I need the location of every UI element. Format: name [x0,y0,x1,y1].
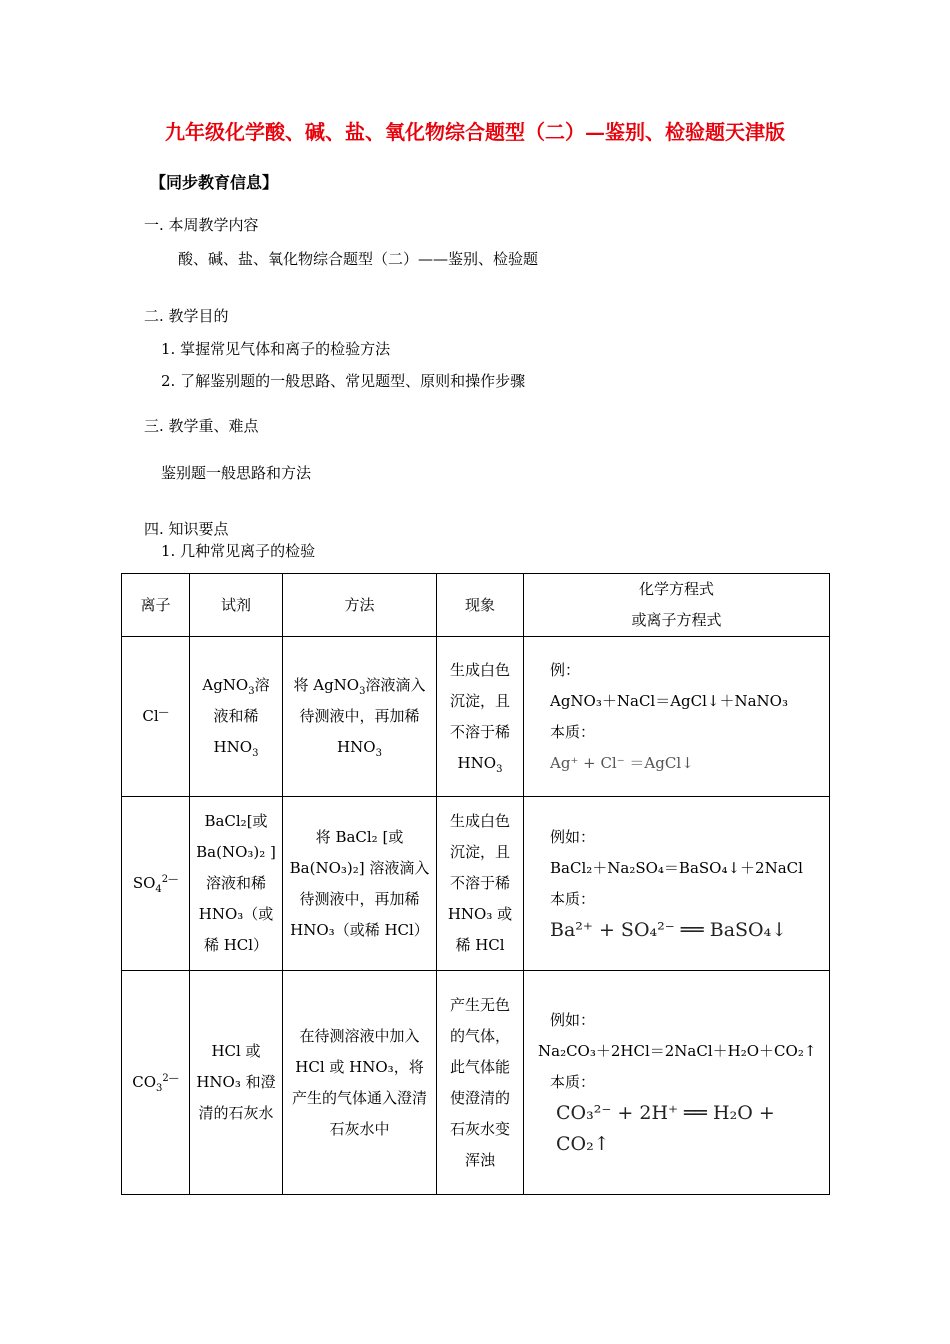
phenomenon-cell: 产生无色的气体，此气体能使澄清的石灰水变浑浊 [437,971,524,1195]
reagent-cell: AgNO$_3$溶液和稀 $HNO_3$ [190,637,283,797]
table-row [122,797,830,971]
essence-label: 本质： [550,889,596,908]
section-1-body: 酸、碱、盐、氧化物综合题型（二）——鉴别、检验题 [178,250,539,268]
phenomenon-cell: 生成白色沉淀，且不溶于稀$HNO_3$ [437,637,524,797]
example-equation: Na₂CO₃＋2HCl＝2NaCl＋H₂O＋CO₂↑ [538,1042,817,1060]
section-4-heading: 四. 知识要点 [144,520,229,538]
equation-cell [524,971,830,1195]
example-equation: BaCl₂＋Na₂SO₄＝BaSO₄↓＋2NaCl [550,858,803,877]
info-heading: 【同步教育信息】 [150,173,279,192]
reagent-cell: BaCl₂[或 Ba(NO₃)₂ ]溶液和稀 HNO₃（或稀 HCl） [190,797,283,971]
section-3-heading: 三. 教学重、难点 [144,417,259,435]
ion-test-table [121,573,830,1195]
phenomenon-cell: 生成白色沉淀，且不溶于稀 HNO₃ 或稀 HCl [437,797,524,971]
essence-equation: Ag⁺ + Cl⁻ ＝AgCl↓ [550,753,694,772]
header-equation [524,574,830,637]
document-title: 九年级化学酸、碱、盐、氧化物综合题型（二）—鉴别、检验题天津版 [165,120,785,144]
header-phenomenon: 现象 [437,574,524,637]
essence-label: 本质： [550,722,596,741]
section-2-heading: 二. 教学目的 [144,307,229,325]
ion-cell: Cl— [122,637,190,797]
section-2-item-1: 1. 掌握常见气体和离子的检验方法 [161,340,391,358]
method-cell: 将 AgNO$_3$溶液滴入待测液中，再加稀 $HNO_3$ [283,637,437,797]
reagent-cell: HCl 或 HNO₃ 和澄清的石灰水 [190,971,283,1195]
example-label: 例如： [550,1011,596,1029]
section-1-heading: 一. 本周教学内容 [144,216,259,234]
section-2-item-2: 2. 了解鉴别题的一般思路、常见题型、原则和操作步骤 [161,372,526,390]
equation-cell [524,637,830,797]
equation-cell [524,797,830,971]
essence-label: 本质： [550,1073,596,1091]
ion-cell: $CO_3^{2—}$ [122,971,190,1195]
example-label: 例： [550,660,581,679]
header-equation-line2: 或离子方程式 [631,611,722,629]
header-ion: 离子 [122,574,190,637]
header-reagent: 试剂 [190,574,283,637]
section-4-item-1: 1. 几种常见离子的检验 [161,542,316,560]
example-label: 例如： [550,827,596,846]
essence-equation: CO₃²⁻ + 2H⁺ ══ H₂O + CO₂↑ [556,1102,775,1155]
header-method: 方法 [283,574,437,637]
table-row [122,637,830,797]
header-equation-line1: 化学方程式 [638,580,714,598]
essence-equation: Ba²⁺ + SO₄²⁻ ══ BaSO₄↓ [550,918,788,941]
table-row [122,971,830,1195]
table-header-row [122,574,830,637]
method-cell: 将 BaCl₂ [或 Ba(NO₃)₂] 溶液滴入待测液中，再加稀 HNO₃（或稀 HCl） [283,797,437,971]
example-equation: AgNO₃＋NaCl＝AgCl↓＋NaNO₃ [550,691,788,710]
ion-cell: $SO_4^{2—}$ [122,797,190,971]
section-3-body: 鉴别题一般思路和方法 [161,464,312,482]
method-cell: 在待测溶液中加入 HCl 或 HNO₃，将产生的气体通入澄清石灰水中 [283,971,437,1195]
